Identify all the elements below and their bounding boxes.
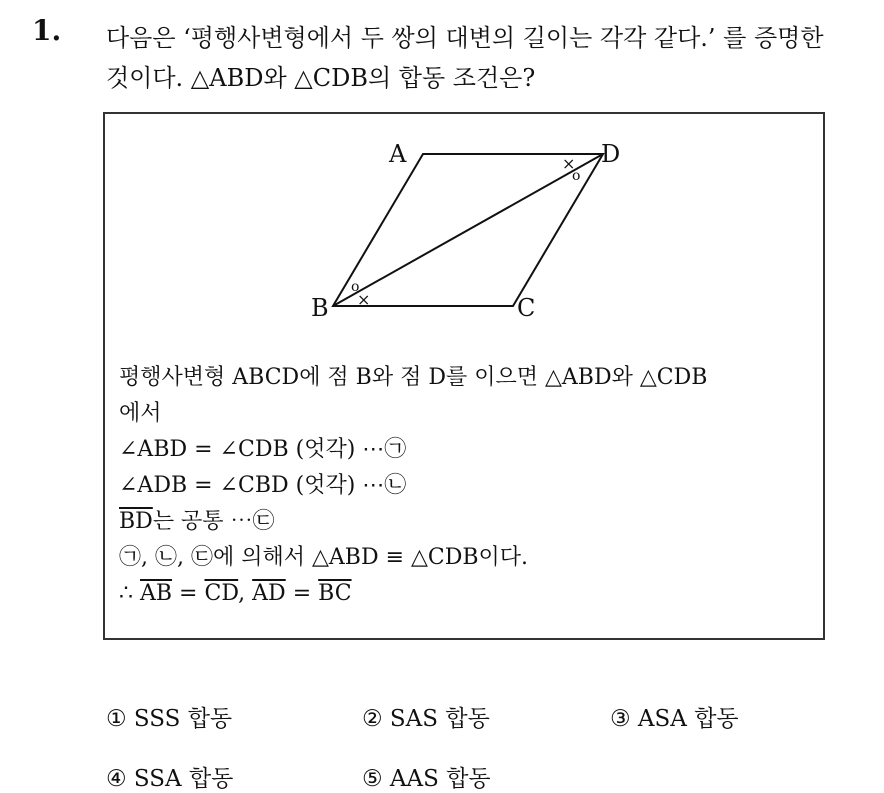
question-text: [106, 18, 866, 98]
segment-bc: $\overline{BC}$: [318, 581, 352, 606]
choice-2[interactable]: ② SAS 합동: [362, 706, 490, 732]
segment-ab: $\overline{AB}$: [140, 581, 173, 606]
vertex-label-c: C: [517, 294, 536, 322]
angle-mark-cross-b: ×: [357, 290, 371, 309]
angle-mark-circle-d: o: [572, 168, 581, 184]
parallelogram-diagram: [105, 114, 825, 354]
segment-ad: $\overline{AD}$: [252, 581, 286, 606]
segment-bd: $\overline{BD}$: [119, 509, 153, 534]
proof-line-6: ㉠, ㉡, ㉢에 의해서 △ABD ≡ △CDB이다.: [119, 545, 529, 570]
proof-line-1: 평행사변형 ABCD에 점 B와 점 D를 이으면 △ABD와 △CDB: [119, 365, 708, 390]
proof-line-7: [119, 576, 819, 612]
proof-line-3: ∠ABD = ∠CDB (엇각) ⋯㉠: [119, 437, 407, 462]
vertex-label-d: D: [601, 140, 621, 168]
comma: ,: [238, 581, 253, 606]
proof-line-5: [119, 504, 819, 540]
proof-text: [119, 360, 819, 612]
choice-4[interactable]: ④ SSA 합동: [106, 766, 234, 792]
diagonal-bd: [333, 154, 603, 306]
choice-1[interactable]: ① SSS 합동: [106, 706, 233, 732]
angle-mark-cross-d: ×: [562, 154, 576, 173]
proof-line-2: 에서: [119, 401, 162, 426]
equals-2: =: [285, 581, 319, 606]
vertex-label-a: A: [389, 140, 407, 168]
segment-cd: $\overline{CD}$: [204, 581, 239, 606]
proof-line-4: ∠ADB = ∠CBD (엇각) ⋯㉡: [119, 473, 407, 498]
therefore-symbol: ∴: [119, 581, 140, 606]
proof-line-5-rest: 는 공통 ⋯㉢: [152, 509, 275, 534]
vertex-label-b: B: [311, 294, 329, 322]
proof-box: [103, 112, 825, 640]
choice-5[interactable]: ⑤ AAS 합동: [362, 766, 491, 792]
question-text-line2: 것이다. △ABD와 △CDB의 합동 조건은?: [106, 64, 536, 92]
angle-mark-circle-b: o: [351, 279, 360, 295]
question-text-line1: 다음은 ‘평행사변형에서 두 쌍의 대변의 길이는 각각 같다.’ 를 증명한: [106, 24, 824, 52]
question-number: 1.: [32, 14, 62, 47]
choice-3[interactable]: ③ ASA 합동: [610, 706, 739, 732]
equals-1: =: [172, 581, 205, 606]
